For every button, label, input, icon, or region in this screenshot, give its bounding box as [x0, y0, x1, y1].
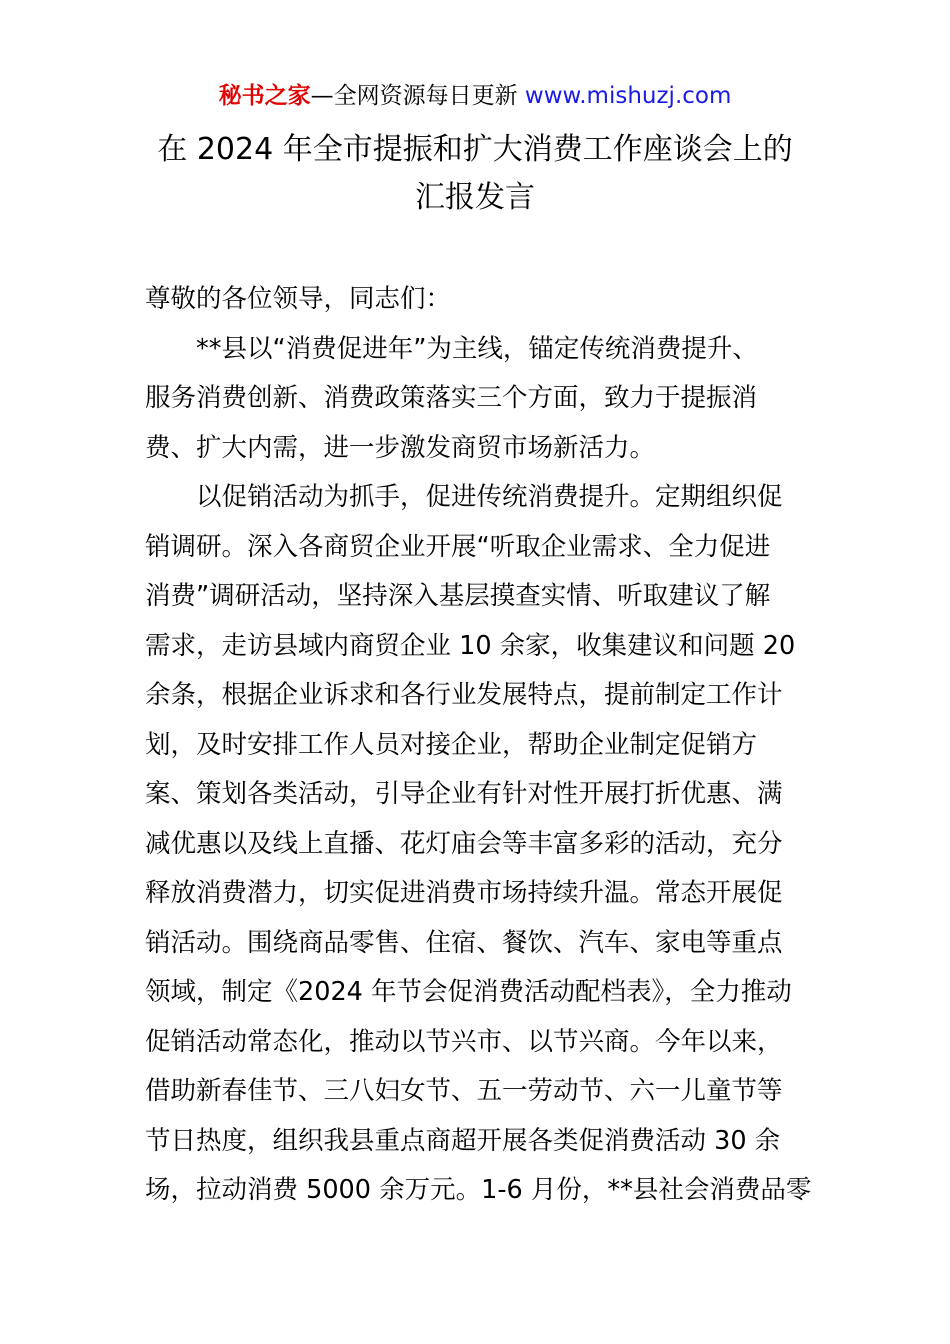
- paragraph-line: 划，及时安排工作人员对接企业，帮助企业制定促销方: [145, 729, 758, 760]
- document-title-line-1: 在 2024 年全市提振和扩大消费工作座谈会上的: [157, 132, 793, 167]
- paragraph-line: 节日热度，组织我县重点商超开展各类促消费活动 30 余: [145, 1125, 781, 1156]
- paragraph-line: 服务消费创新、消费政策落实三个方面，致力于提振消: [145, 383, 758, 413]
- paragraph-line: 消费”调研活动，坚持深入基层摸查实情、听取建议了解: [145, 581, 771, 611]
- paragraph-line: 领域，制定《2024 年节会促消费活动配档表》，全力推动: [145, 977, 792, 1007]
- paragraph-line: 促销活动常态化，推动以节兴市、以节兴商。今年以来，: [145, 1026, 783, 1057]
- paragraph-line: 费、扩大内需，进一步激发商贸市场新活力。: [145, 432, 656, 463]
- site-tagline: —全网资源每日更新: [310, 83, 525, 109]
- document-title-line-2: 汇报发言: [415, 180, 535, 215]
- paragraph-line: 销活动。围绕商品零售、住宿、餐饮、汽车、家电等重点: [145, 927, 783, 958]
- paragraph-2: [145, 473, 812, 1216]
- paragraph-line: 借助新春佳节、三八妇女节、五一劳动节、六一儿童节等: [145, 1076, 783, 1106]
- paragraph-line: 案、策划各类活动，引导企业有针对性开展打折优惠、满: [145, 779, 783, 809]
- paragraph-line: 减优惠以及线上直播、花灯庙会等丰富多彩的活动，充分: [145, 828, 783, 859]
- site-header: [0, 80, 950, 112]
- paragraph-line: 余条，根据企业诉求和各行业发展特点，提前制定工作计: [145, 680, 783, 710]
- site-url-link[interactable]: www.mishuzj.com: [524, 83, 732, 109]
- paragraph-line: **县以“消费促进年”为主线，锚定传统消费提升、: [196, 333, 758, 364]
- paragraph-line: 需求，走访县域内商贸企业 10 余家，收集建议和问题 20: [145, 630, 796, 661]
- paragraph-line: 销调研。深入各商贸企业开展“听取企业需求、全力促进: [145, 531, 771, 562]
- salutation: 尊敬的各位领导，同志们：: [145, 284, 452, 314]
- paragraph-line: 场，拉动消费 5000 余万元。1-6 月份，**县社会消费品零: [145, 1175, 812, 1205]
- site-brand: 秘书之家: [218, 83, 311, 109]
- paragraph-1: [145, 325, 808, 474]
- document-title: [0, 126, 950, 222]
- document-body: [145, 275, 812, 1216]
- paragraph-line: 释放消费潜力，切实促进消费市场持续升温。常态开展促: [145, 878, 783, 908]
- paragraph-line: 以促销活动为抓手，促进传统消费提升。定期组织促: [196, 482, 783, 512]
